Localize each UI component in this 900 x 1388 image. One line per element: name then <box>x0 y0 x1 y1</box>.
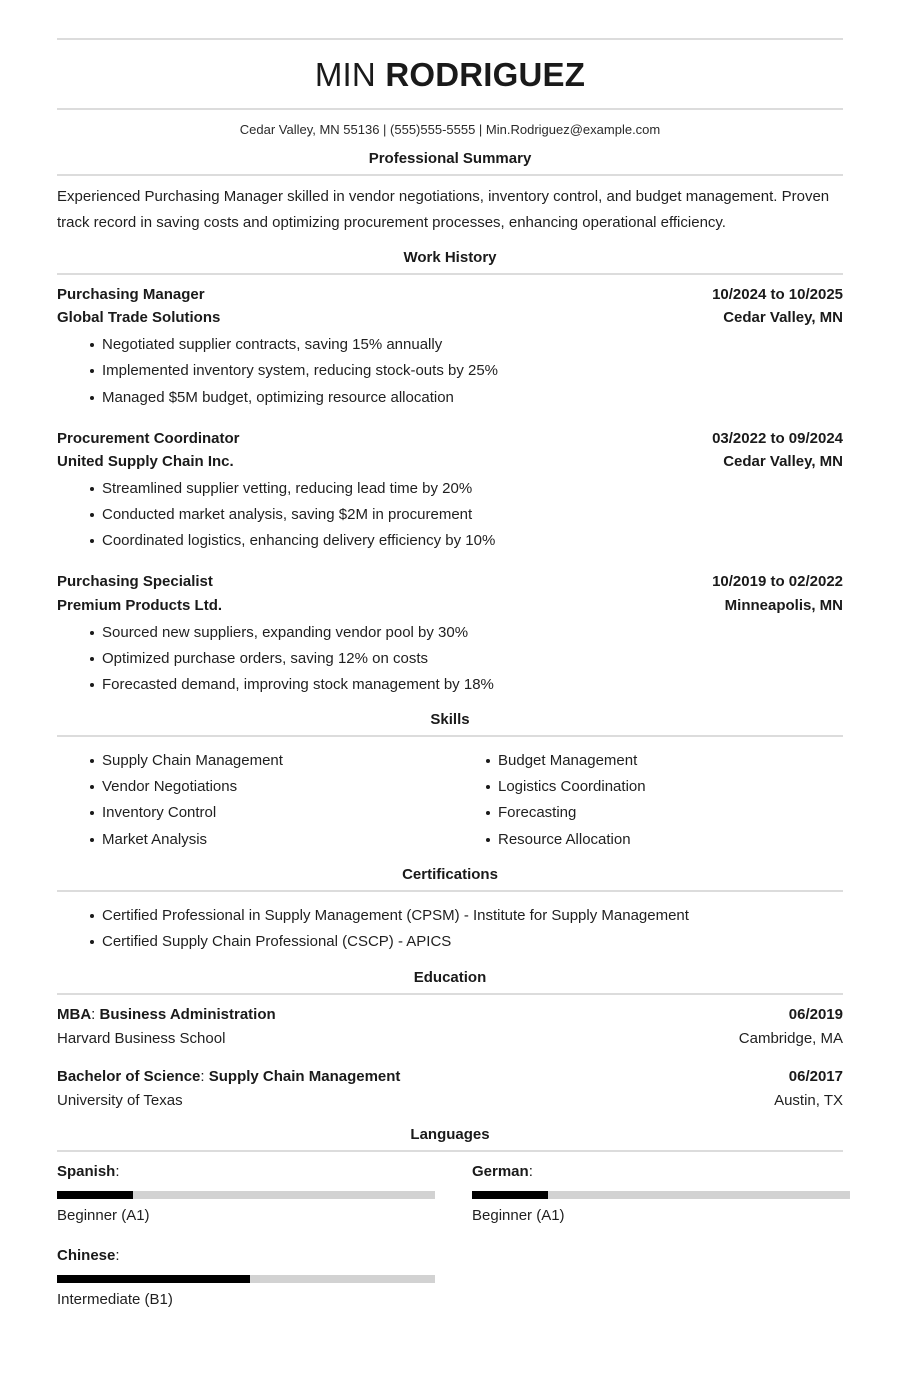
job-location: Minneapolis, MN <box>724 596 843 614</box>
candidate-last-name: RODRIGUEZ <box>385 56 586 93</box>
skill-item: Market Analysis <box>57 827 450 853</box>
job-title-row <box>57 427 843 450</box>
language-name: German <box>472 1162 529 1180</box>
skills-list-right <box>450 748 843 852</box>
language-name-line <box>472 1160 843 1184</box>
skills-column-right <box>450 745 843 852</box>
education-field: Business Administration <box>99 1005 276 1023</box>
skill-item: Supply Chain Management <box>57 748 450 774</box>
language-separator: : <box>528 1162 533 1180</box>
certifications-list <box>57 903 843 956</box>
job-bullets <box>57 620 843 698</box>
job-company-row <box>57 450 843 473</box>
job-bullet: Implemented inventory system, reducing stock-outs by 25% <box>57 358 843 384</box>
education-location: Austin, TX <box>774 1091 843 1109</box>
candidate-first-name: MIN <box>314 56 376 93</box>
job-entry <box>57 570 843 698</box>
language-separator: : <box>115 1246 120 1264</box>
section-title-work-history: Work History <box>403 248 497 266</box>
job-company-row <box>57 306 843 329</box>
section-title-certifications: Certifications <box>402 865 498 883</box>
contact-line: Cedar Valley, MN 55136 | (555)555-5555 | Min.Rodriguez@example.com <box>239 122 661 137</box>
certification-item: Certified Supply Chain Professional (CSCP) - APICS <box>57 929 843 956</box>
language-separator: : <box>115 1162 120 1180</box>
job-title: Purchasing Manager <box>57 285 205 303</box>
job-dates: 03/2022 to 09/2024 <box>712 429 843 447</box>
education-school: University of Texas <box>57 1091 183 1109</box>
job-company: Premium Products Ltd. <box>57 596 223 614</box>
language-level: Beginner (A1) <box>57 1206 150 1224</box>
education-degree-line <box>57 1003 276 1027</box>
skill-item: Forecasting <box>450 800 843 826</box>
languages-grid <box>57 1160 843 1328</box>
section-body-languages <box>57 1152 843 1328</box>
job-bullet: Coordinated logistics, enhancing delivery efficiency by 10% <box>57 528 843 554</box>
language-level: Beginner (A1) <box>472 1206 565 1224</box>
job-entry <box>57 283 843 411</box>
job-location: Cedar Valley, MN <box>723 452 843 470</box>
education-location: Cambridge, MA <box>738 1029 843 1047</box>
language-proficiency-fill <box>57 1275 250 1283</box>
education-entry <box>57 1003 843 1051</box>
skills-column-left <box>57 745 450 852</box>
job-bullet: Negotiated supplier contracts, saving 15% annually <box>57 332 843 358</box>
skill-item: Inventory Control <box>57 800 450 826</box>
skill-item: Logistics Coordination <box>450 774 843 800</box>
section-title-education: Education <box>413 968 487 986</box>
language-proficiency-fill <box>472 1191 548 1199</box>
language-level: Intermediate (B1) <box>57 1290 173 1308</box>
job-bullet: Conducted market analysis, saving $2M in procurement <box>57 502 843 528</box>
education-field: Supply Chain Management <box>208 1067 401 1085</box>
section-body-work-history <box>57 275 843 698</box>
section-body-certifications <box>57 892 843 956</box>
education-degree-row <box>57 1003 843 1027</box>
section-title-languages: Languages <box>410 1125 490 1143</box>
skill-item: Vendor Negotiations <box>57 774 450 800</box>
section-title-summary: Professional Summary <box>368 150 532 167</box>
language-proficiency-bar <box>57 1275 435 1283</box>
education-school: Harvard Business School <box>57 1029 226 1047</box>
section-title-skills: Skills <box>430 711 470 729</box>
job-bullet: Managed $5M budget, optimizing resource allocation <box>57 385 843 411</box>
job-dates: 10/2019 to 02/2022 <box>712 573 843 591</box>
skill-item: Resource Allocation <box>450 827 843 853</box>
education-school-row <box>57 1089 843 1113</box>
section-body-education <box>57 995 843 1113</box>
summary-text: Experienced Purchasing Manager skilled in vendor negotiations, inventory control, and budget management. Proven track record in saving costs and optimizing procurement processes, enhancing operational efficiency. <box>57 188 830 231</box>
language-name: Spanish <box>57 1162 116 1180</box>
job-title: Procurement Coordinator <box>57 429 240 447</box>
language-entry <box>450 1160 843 1228</box>
job-company: Global Trade Solutions <box>57 309 221 327</box>
education-entry <box>57 1065 843 1113</box>
education-degree: MBA <box>57 1005 92 1023</box>
education-date: 06/2017 <box>788 1067 843 1085</box>
job-bullet: Streamlined supplier vetting, reducing lead time by 20% <box>57 476 843 502</box>
language-entry <box>57 1160 450 1228</box>
job-bullets <box>57 476 843 554</box>
education-degree-line <box>57 1065 400 1089</box>
job-dates: 10/2024 to 10/2025 <box>712 285 843 303</box>
job-entry <box>57 427 843 555</box>
job-bullet: Forecasted demand, improving stock management by 18% <box>57 672 843 698</box>
skills-columns <box>57 745 843 852</box>
job-title-row <box>57 283 843 306</box>
candidate-name <box>57 40 843 108</box>
language-entry <box>57 1244 450 1312</box>
education-date: 06/2019 <box>788 1005 843 1023</box>
section-body-skills <box>57 737 843 852</box>
skill-item: Budget Management <box>450 748 843 774</box>
certification-item: Certified Professional in Supply Management (CPSM) - Institute for Supply Management <box>57 903 843 930</box>
job-title-row <box>57 570 843 593</box>
job-title: Purchasing Specialist <box>57 573 213 591</box>
job-company: United Supply Chain Inc. <box>57 452 234 470</box>
language-proficiency-fill <box>57 1191 133 1199</box>
resume-page <box>0 38 900 1388</box>
education-school-row <box>57 1027 843 1051</box>
job-bullet: Optimized purchase orders, saving 12% on costs <box>57 646 843 672</box>
job-bullet: Sourced new suppliers, expanding vendor pool by 30% <box>57 620 843 646</box>
language-proficiency-bar <box>472 1191 850 1199</box>
education-degree-row <box>57 1065 843 1089</box>
job-bullets <box>57 332 843 410</box>
skills-list-left <box>57 748 450 852</box>
job-company-row <box>57 594 843 617</box>
language-name-line <box>57 1244 450 1268</box>
language-proficiency-bar <box>57 1191 435 1199</box>
education-degree: Bachelor of Science <box>57 1067 201 1085</box>
language-name-line <box>57 1160 450 1184</box>
section-body-summary <box>57 176 843 236</box>
education-separator: : <box>91 1005 100 1023</box>
education-separator: : <box>200 1067 209 1085</box>
job-location: Cedar Valley, MN <box>723 309 843 327</box>
language-name: Chinese <box>57 1246 116 1264</box>
